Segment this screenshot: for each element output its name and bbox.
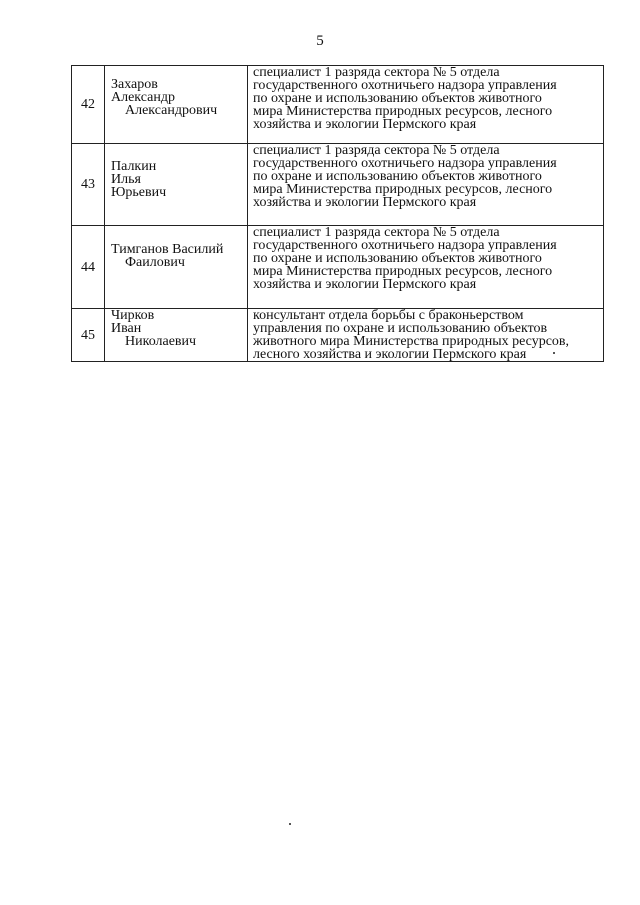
position-line: хозяйства и экологии Пермского края (253, 117, 477, 132)
table-row (72, 144, 604, 226)
position-line: специалист 1 разряда сектора № 5 отдела (253, 143, 500, 158)
position-line: специалист 1 разряда сектора № 5 отдела (253, 65, 500, 80)
position-line: хозяйства и экологии Пермского края (253, 195, 477, 210)
position-line: консультант отдела борьбы с браконьерством (253, 308, 524, 323)
position-line: мира Министерства природных ресурсов, лесного (253, 264, 553, 279)
position-description (248, 226, 604, 309)
name-line: Фаилович (125, 255, 185, 270)
position-line: по охране и использованию объектов животного (253, 91, 542, 106)
page-number: 5 (316, 33, 324, 49)
position-description (248, 309, 604, 362)
name-line: Юрьевич (111, 185, 167, 200)
person-name (105, 309, 248, 362)
name-line: Александрович (125, 103, 218, 118)
position-line: лесного хозяйства и экологии Пермского края (253, 347, 527, 362)
position-line: мира Министерства природных ресурсов, лесного (253, 104, 553, 119)
position-line: мира Министерства природных ресурсов, лесного (253, 182, 553, 197)
row-number: 45 (72, 309, 105, 362)
name-line: Иван (111, 321, 142, 336)
name-line: Илья (111, 172, 141, 187)
name-line: Александр (111, 90, 175, 105)
table-row (72, 309, 604, 362)
position-line: животного мира Министерства природных ресурсов, (253, 334, 570, 349)
position-line: управления по охране и использованию объектов (253, 321, 548, 336)
scan-speck (289, 823, 291, 825)
position-line: государственного охотничьего надзора управления (253, 156, 557, 171)
position-line: государственного охотничьего надзора управления (253, 238, 557, 253)
position-line: хозяйства и экологии Пермского края (253, 277, 477, 292)
person-name (105, 144, 248, 226)
scan-speck (553, 352, 555, 354)
table-row (72, 226, 604, 309)
name-line: Захаров (111, 77, 158, 92)
row-number: 43 (72, 144, 105, 226)
row-number: 42 (72, 66, 105, 144)
name-line: Палкин (111, 159, 157, 174)
position-line: по охране и использованию объектов животного (253, 251, 542, 266)
name-line: Чирков (111, 308, 155, 323)
name-line: Николаевич (125, 334, 197, 349)
position-description (248, 144, 604, 226)
position-line: специалист 1 разряда сектора № 5 отдела (253, 225, 500, 240)
person-name (105, 66, 248, 144)
position-line: государственного охотничьего надзора управления (253, 78, 557, 93)
table-row (72, 66, 604, 144)
personnel-table (71, 65, 604, 362)
position-line: по охране и использованию объектов животного (253, 169, 542, 184)
name-line: Тимганов Василий (111, 242, 224, 257)
position-description (248, 66, 604, 144)
row-number: 44 (72, 226, 105, 309)
person-name (105, 226, 248, 309)
